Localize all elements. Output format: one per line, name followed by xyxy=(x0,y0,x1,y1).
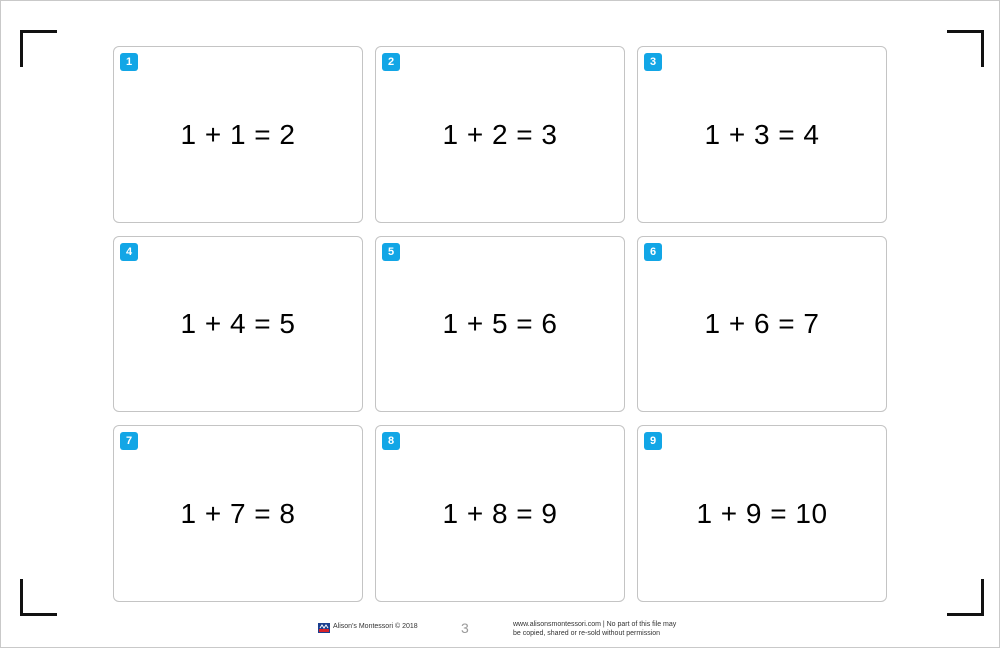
footer-brand: Alison's Montessori © 2018 xyxy=(333,623,418,630)
flashcard xyxy=(637,425,887,602)
card-equation: 1 + 9 = 10 xyxy=(696,497,828,529)
card-number-badge: 1 xyxy=(120,53,138,71)
footer-note-line-2: be copied, shared or re-sold without permission xyxy=(513,630,661,637)
footer-copyright-note xyxy=(513,620,713,638)
card-number-badge: 6 xyxy=(644,243,662,261)
card-equation: 1 + 6 = 7 xyxy=(704,308,820,339)
flashcard xyxy=(375,425,625,602)
card-number-badge: 7 xyxy=(120,432,138,450)
card-equation: 1 + 4 = 5 xyxy=(180,308,296,339)
card-number-badge: 2 xyxy=(382,53,400,71)
crop-mark-bottom-left xyxy=(20,579,57,616)
card-number-badge: 4 xyxy=(120,243,138,261)
card-equation: 1 + 1 = 2 xyxy=(180,118,296,150)
crop-mark-top-right xyxy=(947,30,984,67)
crop-mark-top-left xyxy=(20,30,57,67)
card-equation: 1 + 8 = 9 xyxy=(442,497,558,529)
flashcard xyxy=(113,236,363,412)
card-equation: 1 + 5 = 6 xyxy=(442,308,558,339)
footer-note-line-1: www.alisonsmontessori.com | No part of this file may xyxy=(513,621,677,628)
card-number-badge: 8 xyxy=(382,432,400,450)
card-equation: 1 + 7 = 8 xyxy=(180,497,296,529)
flashcard xyxy=(113,46,363,223)
card-equation: 1 + 2 = 3 xyxy=(442,118,558,150)
card-number-badge: 5 xyxy=(382,243,400,261)
flashcard xyxy=(375,236,625,412)
card-number-badge: 9 xyxy=(644,432,662,450)
card-number-badge: 3 xyxy=(644,53,662,71)
flashcard xyxy=(113,425,363,602)
flashcard xyxy=(375,46,625,223)
montessori-logo-icon xyxy=(318,623,330,633)
card-equation: 1 + 3 = 4 xyxy=(704,118,820,150)
page-number: 3 xyxy=(461,620,469,636)
flashcard xyxy=(637,46,887,223)
flashcard-grid xyxy=(113,46,887,602)
crop-mark-bottom-right xyxy=(947,579,984,616)
flashcard xyxy=(637,236,887,412)
